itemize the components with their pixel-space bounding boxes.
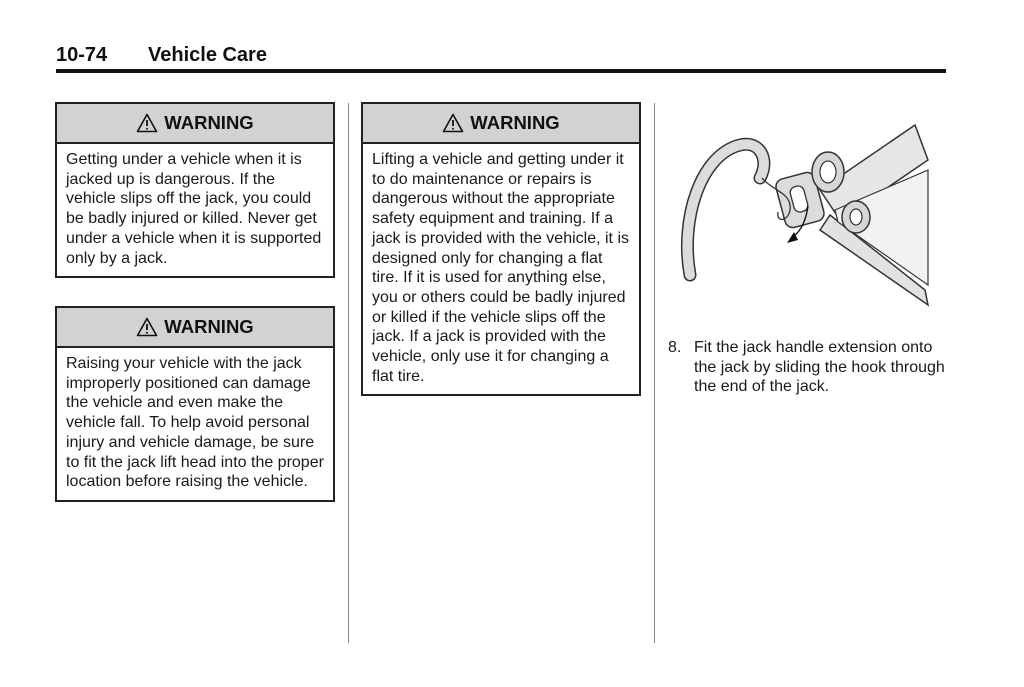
page-number: 10-74: [56, 44, 108, 66]
warning-box: [55, 102, 335, 278]
page-header: [56, 44, 946, 67]
warning-title: WARNING: [470, 112, 560, 133]
section-title: Vehicle Care: [148, 44, 267, 66]
step-item: [668, 338, 958, 397]
warning-header: [57, 308, 333, 348]
warning-triangle-icon: [442, 113, 464, 133]
warning-title: WARNING: [164, 112, 254, 133]
warning-triangle-icon: [136, 317, 158, 337]
warning-text: Lifting a vehicle and getting under it to do maintenance or repairs is dangerous without the appropriate safety equipment and training. If a jack is provided with the vehicle, it is designed only for changing a flat tire. If it is used for anything else, you or others could be badly injured or killed if the vehicle slips off the jack. If a jack is provided with the vehicle, only use it for changing a flat tire.: [372, 151, 629, 385]
warning-box: [55, 306, 335, 502]
column-divider: [348, 103, 349, 643]
warning-header: [363, 104, 639, 144]
step-number: 8.: [668, 339, 682, 356]
header-rule: [56, 69, 946, 73]
column-divider: [654, 103, 655, 643]
jack-handle-illustration: [680, 120, 930, 310]
warning-triangle-icon: [136, 113, 158, 133]
warning-text: Raising your vehicle with the jack improperly positioned can damage the vehicle and even make the vehicle fall. To help avoid personal injury and vehicle damage, be sure to fit the jack lift head into the proper location before raising the vehicle.: [66, 355, 324, 491]
warning-title: WARNING: [164, 316, 254, 337]
warning-text: Getting under a vehicle when it is jacked up is dangerous. If the vehicle slips off the jack, you could be badly injured or killed. Never get under a vehicle when it is supported only by a jack.: [66, 151, 322, 267]
warning-box: [361, 102, 641, 396]
warning-header: [57, 104, 333, 144]
step-text: Fit the jack handle extension onto the jack by sliding the hook through the end of the jack.: [694, 339, 945, 396]
